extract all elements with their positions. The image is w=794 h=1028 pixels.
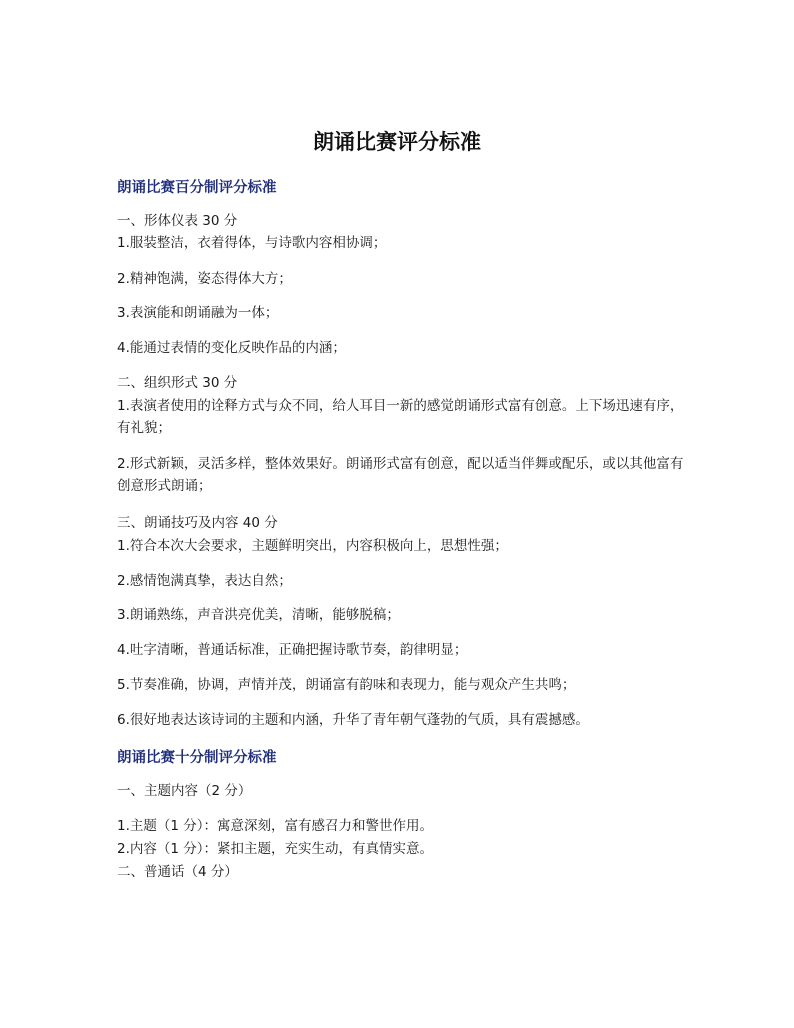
list-item: 2.精神饱满，姿态得体大方； <box>117 271 292 287</box>
list-item: 3.表演能和朗诵融为一体； <box>117 305 279 321</box>
document-title: 朗诵比赛评分标准 <box>313 129 481 154</box>
list-item: 1.服装整洁，衣着得体，与诗歌内容相协调； <box>117 235 387 251</box>
list-item: 3.朗诵熟练，声音洪亮优美，清晰，能够脱稿； <box>117 607 400 623</box>
list-item: 4.吐字清晰，普通话标准，正确把握诗歌节奏，韵律明显； <box>117 642 468 658</box>
list-item: 4.能通过表情的变化反映作品的内涵； <box>117 340 346 356</box>
list-item: 1.表演者使用的诠释方式与众不同，给人耳目一新的感觉朗诵形式富有创意。上下场迅速有序，有礼貌； <box>117 398 684 436</box>
part-heading-organization: 二、组织形式 30 分 <box>117 375 238 391</box>
list-item: 2.形式新颖，灵活多样，整体效果好。朗诵形式富有创意，配以适当伴舞或配乐，或以其他富有创意形式朗诵； <box>117 456 684 494</box>
part-heading-mandarin: 二、普通话（4 分） <box>117 864 238 880</box>
part-heading-theme: 一、主题内容（2 分） <box>117 783 252 799</box>
part-heading-appearance: 一、形体仪表 30 分 <box>117 213 238 229</box>
list-item: 1.符合本次大会要求，主题鲜明突出，内容积极向上，思想性强； <box>117 538 508 554</box>
part-heading-technique: 三、朗诵技巧及内容 40 分 <box>117 515 278 531</box>
list-item: 2.感情饱满真挚，表达自然； <box>117 573 292 589</box>
list-item: 6.很好地表达该诗词的主题和内涵，升华了青年朝气蓬勃的气质，具有震撼感。 <box>117 712 589 728</box>
list-item: 2.内容（1 分）：紧扣主题，充实生动，有真情实意。 <box>117 841 434 857</box>
section-heading-ten-point: 朗诵比赛十分制评分标准 <box>117 749 277 766</box>
list-item: 5.节奏准确，协调，声情并茂，朗诵富有韵味和表现力，能与观众产生共鸣； <box>117 677 576 693</box>
list-item: 1.主题（1 分）：寓意深刻，富有感召力和警世作用。 <box>117 818 434 834</box>
section-heading-percent: 朗诵比赛百分制评分标准 <box>117 179 277 196</box>
